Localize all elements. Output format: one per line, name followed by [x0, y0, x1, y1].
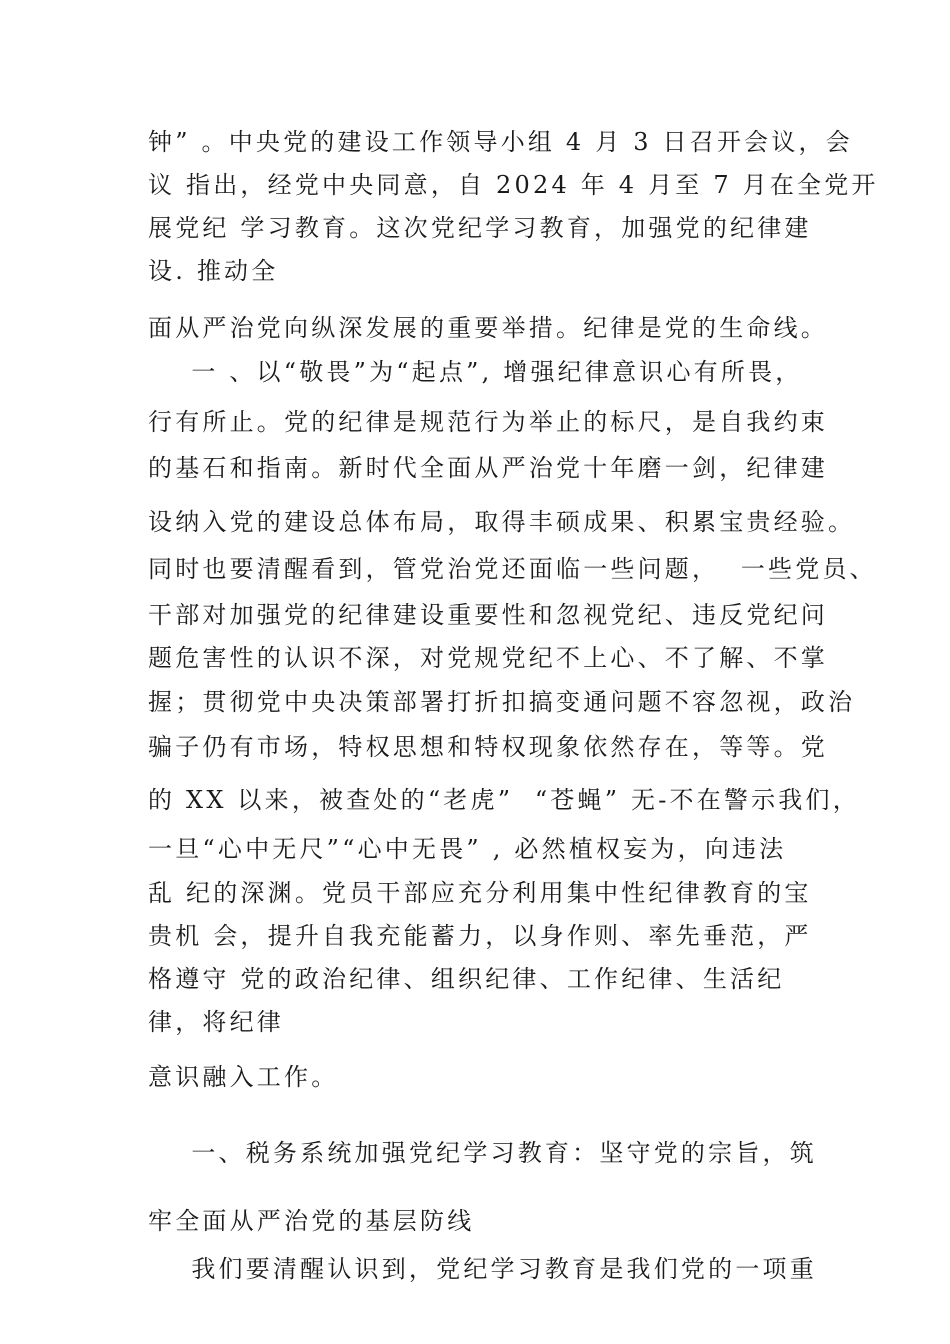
text-line-10: 同时也要清醒看到，管党治党还面临一些问题， 一些党员、 [148, 555, 877, 583]
text-line-22: 一、税务系统加强党纪学习教育：坚守党的宗旨，筑 [148, 1139, 817, 1167]
text-line-12: 题危害性的认识不深，对党规党纪不上心、不了解、不掌 [148, 644, 828, 672]
text-line-6: 一 、以“敬畏”为“起点”, 增强纪律意识心有所畏， [148, 358, 803, 386]
text-line-9: 设纳入党的建设总体布局，取得丰硕成果、积累宝贵经验。 [148, 508, 856, 536]
text-line-19: 格遵守 党的政治纪律、组织纪律、工作纪律、生活纪 [148, 965, 785, 993]
text-line-24: 我们要清醒认识到，党纪学习教育是我们党的一项重 [148, 1255, 817, 1283]
text-line-5: 面从严治党向纵深发展的重要举措。纪律是党的生命线。 [148, 314, 828, 342]
text-line-15: 的 XX 以来，被查处的“老虎” “苍蝇” 无-不在警示我们， [148, 786, 860, 814]
text-line-17: 乱 纪的深渊。党员干部应充分利用集中性纪律教育的宝 [148, 879, 812, 907]
text-line-23: 牢全面从严治党的基层防线 [148, 1207, 475, 1235]
text-line-4: 设. 推动全 [148, 257, 279, 285]
text-line-13: 握；贯彻党中央决策部署打折扣搞变通问题不容忽视，政治 [148, 688, 856, 716]
text-line-8: 的基石和指南。新时代全面从严治党十年磨一剑，纪律建 [148, 454, 828, 482]
text-line-2: 议 指出，经党中央同意，自 2024 年 4 月至 7 月在全党开 [148, 171, 879, 199]
text-line-14: 骗子仍有市场，特权思想和特权现象依然存在，等等。党 [148, 733, 828, 761]
text-line-18: 贵机 会，提升自我充能蓄力，以身作则、率先垂范，严 [148, 922, 812, 950]
text-line-16: 一旦“心中无尺”“心中无畏” , 必然植权妄为，向违法 [148, 835, 787, 863]
text-line-21: 意识融入工作。 [148, 1063, 339, 1091]
text-line-7: 行有所止。党的纪律是规范行为举止的标尺，是自我约束 [148, 408, 828, 436]
text-line-11: 干部对加强党的纪律建设重要性和忽视党纪、违反党纪问 [148, 601, 828, 629]
text-line-3: 展党纪 学习教育。这次党纪学习教育，加强党的纪律建 [148, 214, 812, 242]
text-line-1: 钟” 。中央党的建设工作领导小组 4 月 3 日召开会议，会 [148, 128, 853, 156]
text-line-20: 律，将纪律 [148, 1008, 284, 1036]
